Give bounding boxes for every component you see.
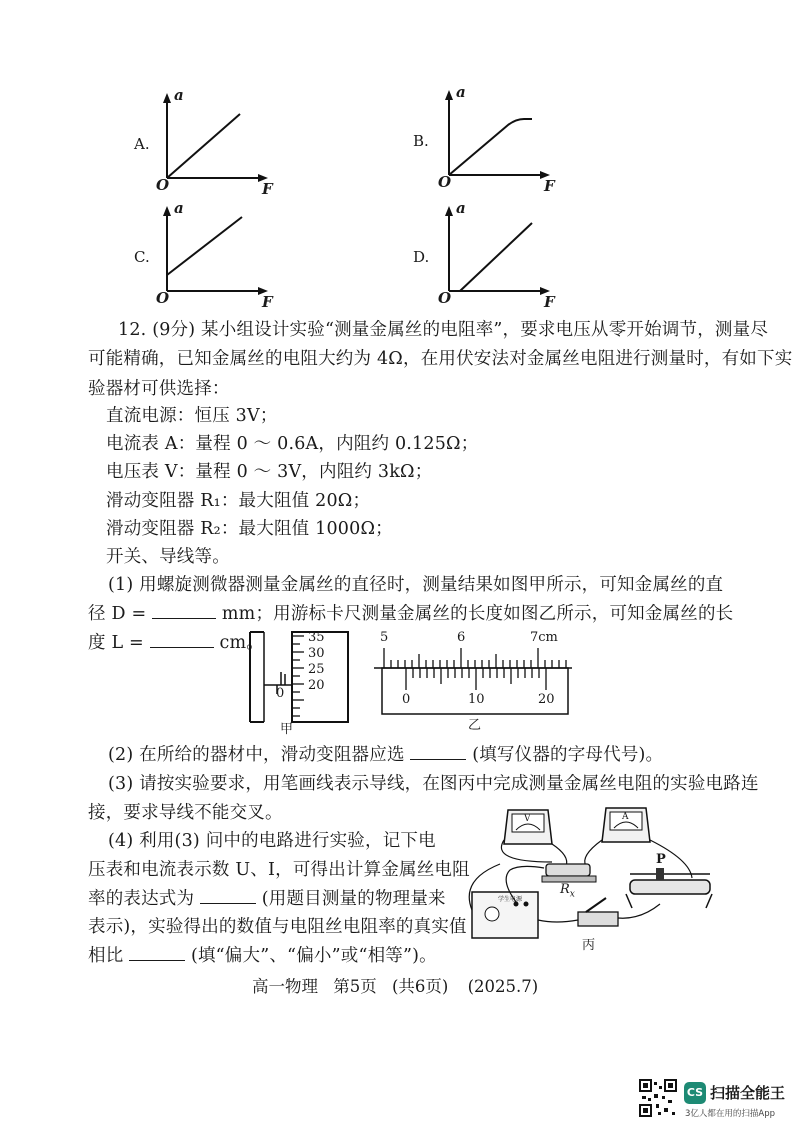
footer-total: (共6页) <box>392 977 449 996</box>
micrometer-tick-20: 20 <box>308 678 325 693</box>
option-a-xaxis-label: F <box>262 180 273 198</box>
option-a-label: A. <box>134 135 150 153</box>
part4-text-e2: (填“偏大”、“偏小”或“相等”)。 <box>190 946 437 966</box>
page-footer <box>252 973 538 997</box>
q12-part1-line-a: (1) 用螺旋测微器测量金属丝的直径时，测量结果如图甲所示，可知金属丝的直 <box>108 575 724 595</box>
option-b-graph <box>432 83 592 199</box>
q12-line-2: 可能精确，已知金属丝的电阻大约为 4Ω，在用伏安法对金属丝电阻进行测量时，有如下实 <box>88 349 793 369</box>
circuit-resistor-subscript: x <box>569 889 575 900</box>
q12-part1-line-b <box>88 600 733 625</box>
caliper-main-label-5: 5 <box>380 630 389 645</box>
option-a-yaxis-label: a <box>174 86 184 104</box>
resistivity-expression-blank[interactable] <box>200 885 256 904</box>
circuit-resistor-label <box>560 882 575 900</box>
option-a-plot <box>150 90 310 202</box>
diameter-prefix: 径 D = <box>88 604 147 624</box>
option-a-graph <box>150 86 310 202</box>
circuit-slider-label: P <box>656 852 666 867</box>
equip-item-ammeter: 电流表 A：量程 0 ～ 0.6A，内阻约 0.125Ω； <box>106 434 479 454</box>
option-c-origin-label: O <box>156 289 170 307</box>
part4-text-e1: 相比 <box>88 946 124 966</box>
caliper-main-label-6: 6 <box>457 630 466 645</box>
micrometer-zero-label: 0 <box>276 686 285 701</box>
length-suffix: cm。 <box>219 633 264 653</box>
option-d-xaxis-label: F <box>544 293 555 311</box>
footer-page: 第5页 <box>333 977 377 996</box>
caliper-figure <box>370 632 580 732</box>
scanner-badge-text: CS <box>686 1086 704 1099</box>
scanner-badge <box>684 1082 706 1104</box>
option-c-graph <box>150 199 310 315</box>
part4-text-c1: 率的表达式为 <box>88 889 195 909</box>
micrometer-tick-25: 25 <box>308 662 325 677</box>
caliper-main-label-7cm: 7cm <box>530 630 558 645</box>
q12-part4-line-b: 压表和电流表示数 U、I，可得出计算金属丝电阻 <box>88 860 470 880</box>
q12-part3-line-a: (3) 请按实验要求，用笔画线表示导线，在图丙中完成测量金属丝电阻的实验电路连 <box>108 774 759 794</box>
equip-item-switch: 开关、导线等。 <box>106 547 230 567</box>
micrometer-caption: 甲 <box>280 722 294 737</box>
equip-item-r1: 滑动变阻器 R₁：最大阻值 20Ω； <box>106 491 371 511</box>
micrometer-drawing <box>244 630 364 740</box>
option-b-xaxis-label: F <box>544 177 555 195</box>
q12-part4-line-a: (4) 利用(3) 问中的电路进行实验，记下电 <box>108 831 436 851</box>
option-c-label: C. <box>134 248 150 266</box>
diameter-suffix: mm；用游标卡尺测量金属丝的长度如图乙所示，可知金属丝的长 <box>221 604 734 624</box>
circuit-ammeter-label: A <box>622 812 629 822</box>
length-prefix: 度 L = <box>88 633 144 653</box>
caliper-caption: 乙 <box>468 718 482 733</box>
option-b-yaxis-label: a <box>456 83 466 101</box>
scanner-app-name: 扫描全能王 <box>710 1084 786 1102</box>
option-d-graph <box>432 199 592 315</box>
part2-text-a: (2) 在所给的器材中，滑动变阻器应选 <box>108 745 405 765</box>
option-d-plot <box>432 203 592 315</box>
equip-item-voltmeter: 电压表 V：量程 0 ～ 3V，内阻约 3kΩ； <box>106 462 433 482</box>
option-b-plot <box>432 87 592 199</box>
length-answer-blank[interactable] <box>150 629 214 648</box>
option-d-label: D. <box>413 248 430 266</box>
q12-part4-line-d: 表示)，实验得出的数值与电阻丝电阻率的真实值 <box>88 917 467 937</box>
scanner-watermark <box>638 1078 788 1122</box>
option-d-yaxis-label: a <box>456 199 466 217</box>
equip-item-r2: 滑动变阻器 R₂：最大阻值 1000Ω； <box>106 519 393 539</box>
circuit-source-label: 学生电源 <box>498 896 523 903</box>
circuit-resistor-symbol: R <box>560 882 570 897</box>
q12-part4-line-c <box>88 885 446 910</box>
part2-text-b: (填写仪器的字母代号)。 <box>472 745 664 765</box>
rheostat-answer-blank[interactable] <box>410 741 466 760</box>
scanner-tagline: 3亿人都在用的扫描App <box>685 1109 776 1119</box>
q12-part3-line-b: 接，要求导线不能交叉。 <box>88 803 283 823</box>
q12-part4-line-e <box>88 942 437 967</box>
circuit-voltmeter-label: V <box>524 814 531 824</box>
circuit-caption: 丙 <box>582 938 596 953</box>
q12-line-3: 验器材可供选择： <box>88 379 230 399</box>
part4-text-c2: (用题目测量的物理量来 <box>261 889 446 909</box>
footer-date: (2025.7) <box>467 977 539 996</box>
micrometer-figure <box>244 630 364 740</box>
caliper-vernier-label-0: 0 <box>402 692 411 707</box>
comparison-answer-blank[interactable] <box>129 942 185 961</box>
caliper-vernier-label-10: 10 <box>468 692 485 707</box>
q12-part1-line-c <box>88 629 264 654</box>
footer-subject: 高一物理 <box>252 977 318 996</box>
micrometer-tick-30: 30 <box>308 646 325 661</box>
option-b-label: B. <box>413 132 429 150</box>
caliper-vernier-label-20: 20 <box>538 692 555 707</box>
option-a-origin-label: O <box>156 176 170 194</box>
diameter-answer-blank[interactable] <box>152 600 216 619</box>
option-d-origin-label: O <box>438 289 452 307</box>
option-c-plot <box>150 203 310 315</box>
q12-part2 <box>108 741 663 766</box>
option-b-origin-label: O <box>438 173 452 191</box>
micrometer-tick-35: 35 <box>308 630 325 645</box>
circuit-figure <box>460 800 720 960</box>
qr-code-icon <box>638 1078 678 1118</box>
equip-item-source: 直流电源：恒压 3V； <box>106 406 278 426</box>
option-c-xaxis-label: F <box>262 293 273 311</box>
option-c-yaxis-label: a <box>174 199 184 217</box>
q12-line-1: 12. (9分) 某小组设计实验“测量金属丝的电阻率”，要求电压从零开始调节，测量尽 <box>118 320 769 340</box>
